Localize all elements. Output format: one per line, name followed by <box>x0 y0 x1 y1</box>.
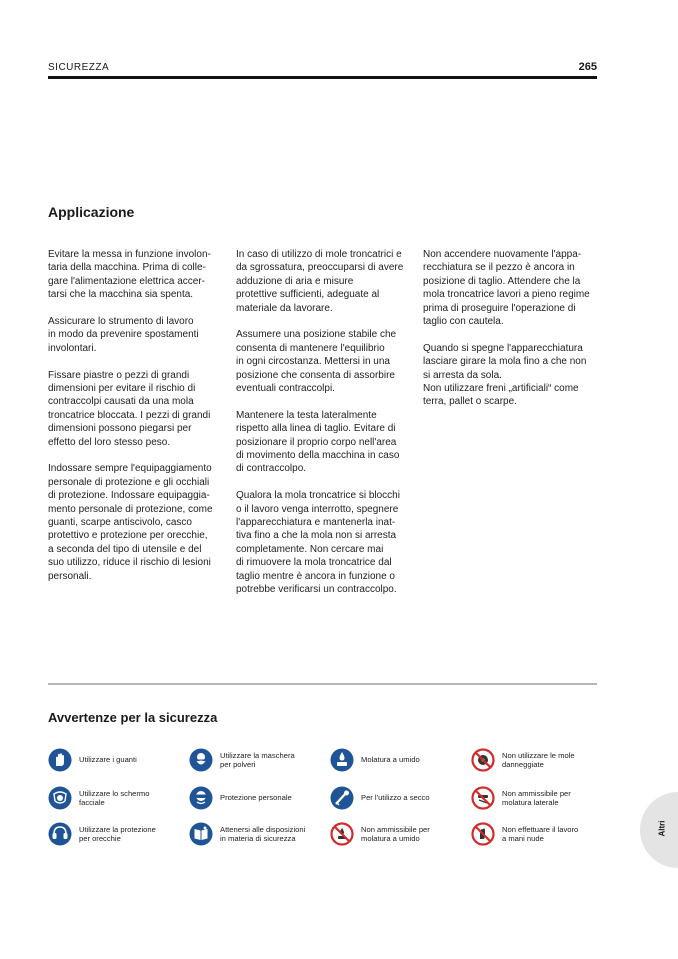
warning-item <box>330 784 465 812</box>
warning-item <box>48 820 183 848</box>
face-shield-icon <box>48 786 72 810</box>
section-divider <box>48 683 597 685</box>
paragraph: Mantenere la testa lateralmente rispetto alla linea di taglio. Evitare di posizionare il proprio corpo nell'area di movimento della macchina in caso di contraccolpo. <box>236 409 400 475</box>
warning-label: Protezione personale <box>220 793 292 803</box>
no-side-grinding-icon <box>471 786 495 810</box>
page-number: 265 <box>578 61 597 73</box>
warning-item <box>189 820 324 848</box>
warning-item <box>189 784 324 812</box>
text-column-1 <box>48 248 228 597</box>
warning-item <box>330 820 465 848</box>
warnings-grid <box>48 746 608 850</box>
ear-protection-icon <box>48 822 72 846</box>
warning-label: Utilizzare la maschera per polveri <box>220 750 295 769</box>
text-column-3 <box>423 248 603 422</box>
safety-goggles-icon <box>189 786 213 810</box>
paragraph: In caso di utilizzo di mole troncatrici e da sgrossatura, preoccuparsi di avere adduzione di aria e misure protettive sufficienti, adeguate al materiale da lavorare. <box>236 249 404 314</box>
paragraph: Qualora la mola troncatrice si blocchi o il lavoro venga interrotto, spegnere l'apparecchiatura e mantenerla inat- tiva fino a che la mola non si arresta completamente. Non cercare mai di rimuovere la mola troncatrice dal taglio mentre è ancora in funzione o potrebbe verificarsi un contraccolpo. <box>236 490 400 596</box>
warning-label: Non ammissibile per molatura a umido <box>361 824 430 843</box>
warning-item <box>471 820 606 848</box>
no-damaged-wheel-icon <box>471 748 495 772</box>
warning-label: Utilizzare i guanti <box>79 755 137 765</box>
warning-label: Molatura a umido <box>361 755 420 765</box>
dry-use-icon <box>330 786 354 810</box>
warning-item <box>48 746 183 774</box>
gloves-icon <box>48 748 72 772</box>
section-title: SICUREZZA <box>48 62 110 73</box>
page-header <box>48 60 597 80</box>
no-wet-grinding-icon <box>330 822 354 846</box>
dust-mask-icon <box>189 748 213 772</box>
paragraph: Non accendere nuovamente l'appa- recchiatura se il pezzo è ancora in posizione di taglio. Attendere che la mola troncatrice lavori a pieno regime prima di proseguire l'operazione di taglio con cautela. <box>423 249 590 328</box>
warnings-heading: Avvertenze per la sicurezza <box>48 710 218 725</box>
warning-label: Utilizzare lo schermo facciale <box>79 788 150 807</box>
warning-label: Utilizzare la protezione per orecchie <box>79 824 156 843</box>
paragraph: Assicurare lo strumento di lavoro in modo da prevenire spostamenti involontari. <box>48 316 199 354</box>
side-tab-label: Altri <box>657 820 667 837</box>
paragraph: Evitare la messa in funzione involon- taria della macchina. Prima di colle- gare l'alimentazione elettrica accer- tarsi che la macchina sia spenta. <box>48 249 211 301</box>
warning-label: Attenersi alle disposizioni in materia di sicurezza <box>220 824 306 843</box>
warning-label: Non utilizzare le mole danneggiate <box>502 750 575 769</box>
application-heading: Applicazione <box>48 204 135 220</box>
no-bare-hands-icon <box>471 822 495 846</box>
warning-item <box>471 784 606 812</box>
warning-label: Non ammissibile per molatura laterale <box>502 788 571 807</box>
section-side-tab[interactable] <box>640 792 678 868</box>
paragraph: Quando si spegne l'apparecchiatura lasciare girare la mola fino a che non si arresta da sola. Non utilizzare freni „artificiali“ come terra, pallet o scarpe. <box>423 342 587 408</box>
warning-item <box>330 746 465 774</box>
warning-item <box>189 746 324 774</box>
paragraph: Indossare sempre l'equipaggiamento personale di protezione e gli occhiali di protezione. Indossare equipaggia- mento personale di protezione, come guanti, scarpe antiscivolo, casco protettivo e protezione per orecchie, a seconda del tipo di utensile e del suo utilizzo, riduce il rischio di lesioni personali. <box>48 463 213 582</box>
warning-item <box>48 784 183 812</box>
text-column-2 <box>236 248 416 610</box>
warning-item <box>471 746 606 774</box>
wet-grinding-icon <box>330 748 354 772</box>
paragraph: Fissare piastre o pezzi di grandi dimensioni per evitare il rischio di contraccolpi causati da una mola troncatrice bloccata. I pezzi di grandi dimensioni possono piegarsi per effetto del loro stesso peso. <box>48 369 211 448</box>
header-rule <box>48 76 597 79</box>
paragraph: Assumere una posizione stabile che consenta di mantenere l'equilibrio in ogni circostanza. Mettersi in una posizione che consenta di assorbire eventuali contraccolpi. <box>236 329 397 395</box>
manual-icon <box>189 822 213 846</box>
warning-label: Non effettuare il lavoro a mani nude <box>502 824 579 843</box>
warning-label: Per l'utilizzo a secco <box>361 793 430 803</box>
